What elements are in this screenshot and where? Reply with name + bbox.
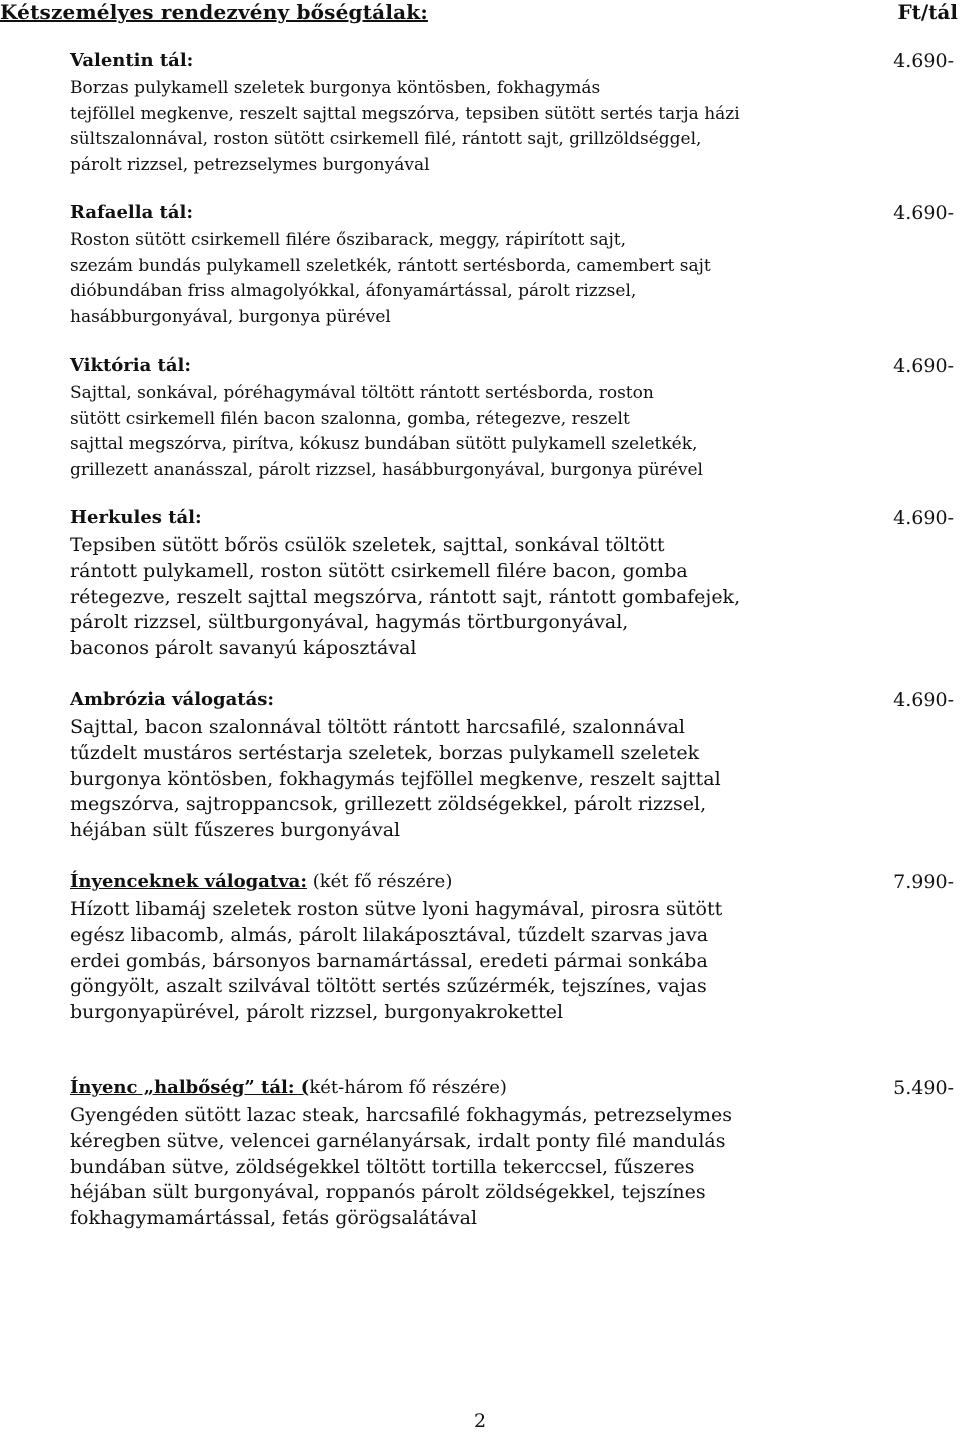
menu-item-price: 7.990- xyxy=(893,871,954,893)
menu-item-description: Hízott libamáj szeletek roston sütve lyoni hagymával, pirosra sütött egész libacomb, almás, párolt lilakáposztával, tűzdelt szarvas java erdei gombás, bársonyos barnamártással, eredeti pármai sonkába göngyölt, aszalt szilvával töltött sertés szűzérmék, tejszínes, vajas burgonyapürével, párolt rizzsel, burgonyakrokettel xyxy=(70,898,723,1024)
menu-header xyxy=(0,0,960,26)
menu-item-name-text: Ínyenceknek válogatva: xyxy=(70,871,307,892)
menu-item-note: két-három fő részére) xyxy=(309,1077,507,1098)
menu-item-name xyxy=(70,1077,507,1098)
menu-item-viktoria xyxy=(0,355,960,480)
menu-item-name: Rafaella tál: xyxy=(70,202,193,223)
menu-item-name: Viktória tál: xyxy=(70,355,191,376)
menu-item-valentin xyxy=(0,50,960,175)
menu-item-description: Tepsiben sütött bőrös csülök szeletek, sajttal, sonkával töltött rántott pulykamell, roston sütött csirkemell filére bacon, gomba rétegezve, reszelt sajttal megszórva, rántott sajt, rántott gombafejek, párolt rizzsel, sültburgonyával, hagymás törtburgonyával, baconos párolt savanyú káposztával xyxy=(70,534,741,660)
menu-item-halboseg xyxy=(0,1077,960,1230)
menu-item-price: 5.490- xyxy=(893,1077,954,1099)
menu-item-header xyxy=(0,202,960,228)
menu-item-name: Valentin tál: xyxy=(70,50,194,71)
menu-item-name: Herkules tál: xyxy=(70,507,202,528)
menu-item-header xyxy=(0,50,960,76)
menu-item-description: Sajttal, sonkával, póréhagymával töltött rántott sertésborda, roston sütött csirkemell filén bacon szalonna, gomba, rétegezve, reszelt sajttal megszórva, pirítva, kókusz bundában sütött pulykamell szeletkék, grillezett ananásszal, párolt rizzsel, hasábburgonyával, burgonya pürével xyxy=(70,383,703,480)
menu-item-ambrozia xyxy=(0,689,960,842)
menu-item-header xyxy=(0,871,960,897)
menu-item-price: 4.690- xyxy=(893,50,954,72)
menu-item-description: Roston sütött csirkemell filére őszibarack, meggy, rápirított sajt, szezám bundás pulykamell szeletkék, rántott sertésborda, camembert sajt dióbundában friss almagolyókkal, áfonyamártással, párolt rizzsel, hasábburgonyával, burgonya pürével xyxy=(70,230,711,327)
menu-item-price: 4.690- xyxy=(893,202,954,224)
menu-title: Kétszemélyes rendezvény bőségtálak: xyxy=(0,0,428,24)
menu-item-price: 4.690- xyxy=(893,355,954,377)
menu-item-description: Sajttal, bacon szalonnával töltött rántott harcsafilé, szalonnával tűzdelt mustáros sertéstarja szeletek, borzas pulykamell szeletek burgonya köntösben, fokhagymás tejföllel megkenve, reszelt sajttal megszórva, sajtroppancsok, grillezett zöldségekkel, párolt rizzsel, héjában sült fűszeres burgonyával xyxy=(70,716,721,842)
page-number: 2 xyxy=(473,1410,487,1432)
menu-item-price: 4.690- xyxy=(893,689,954,711)
menu-item-name-text: Ínyenc „halbőség” tál: ( xyxy=(70,1077,310,1098)
menu-item-header xyxy=(0,1077,960,1103)
menu-item-header xyxy=(0,507,960,533)
menu-item-rafaella xyxy=(0,202,960,327)
menu-item-inyenceknek xyxy=(0,871,960,1024)
menu-item-name xyxy=(70,871,452,892)
menu-item-name: Ambrózia válogatás: xyxy=(70,689,275,710)
menu-item-header xyxy=(0,689,960,715)
menu-item-herkules xyxy=(0,507,960,660)
menu-item-description: Borzas pulykamell szeletek burgonya köntösben, fokhagymás tejföllel megkenve, reszelt sajttal megszórva, tepsiben sütött sertés tarja házi sültszalonnával, roston sütött csirkemell filé, rántott sajt, grillzöldséggel, párolt rizzsel, petrezselymes burgonyával xyxy=(70,78,740,175)
menu-item-header xyxy=(0,355,960,381)
menu-item-price: 4.690- xyxy=(893,507,954,529)
menu-item-note: (két fő részére) xyxy=(306,871,453,892)
price-unit-label: Ft/tál xyxy=(897,0,958,24)
menu-item-description: Gyengéden sütött lazac steak, harcsafilé fokhagymás, petrezselymes kéregben sütve, velencei garnélanyársak, irdalt ponty filé mandulás bundában sütve, zöldségekkel töltött tortilla tekercсsel, fűszeres héjában sült burgonyával, roppanós párolt zöldségekkel, tejszínes fokhagymamártással, fetás görögsalátával xyxy=(70,1104,733,1230)
